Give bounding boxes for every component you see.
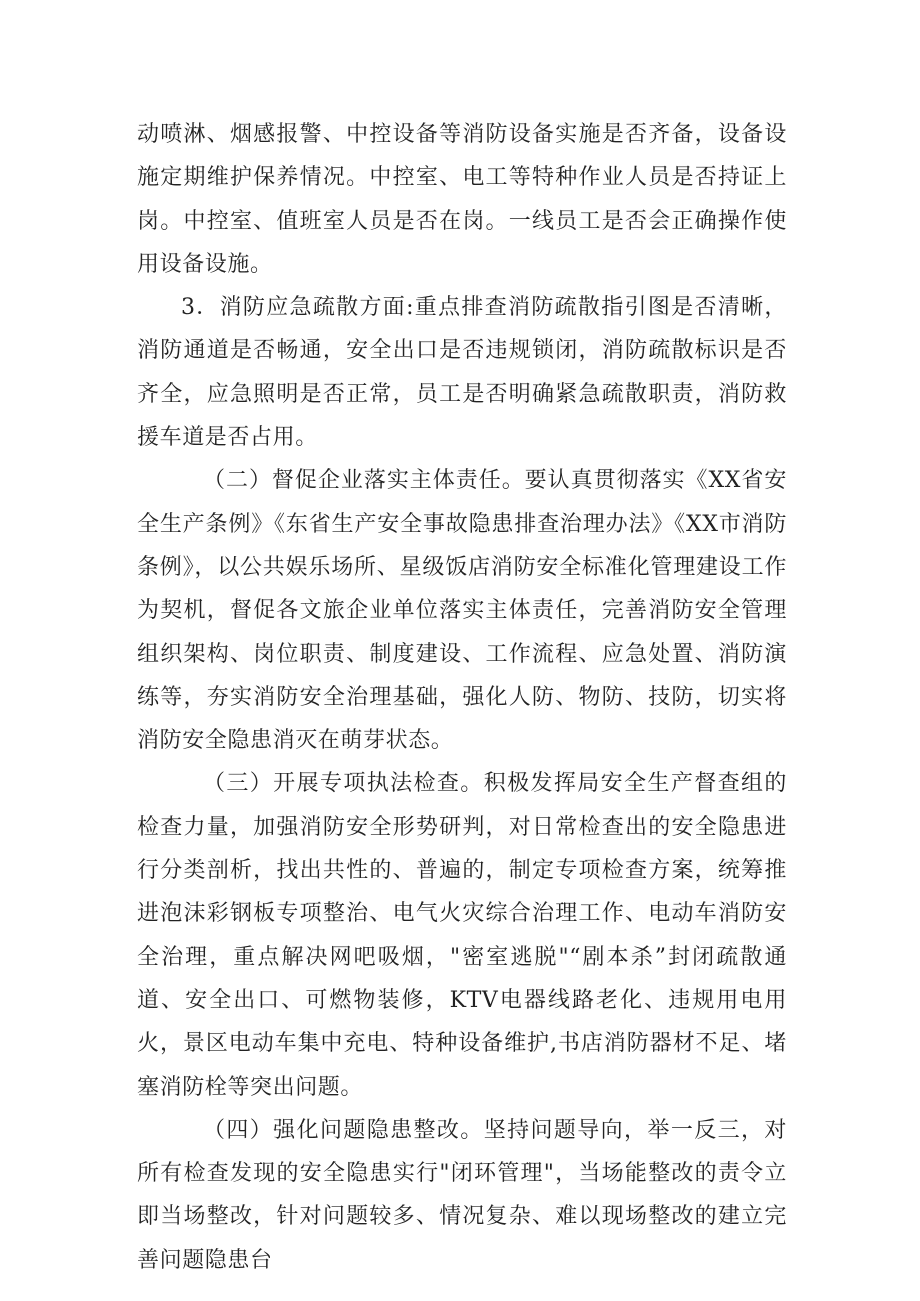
paragraph-continuation: 动喷淋、烟感报警、中控设备等消防设备实施是否齐备，设备设施定期维护保养情况。中控室、电工等特种作业人员是否持证上岗。中控室、值班室人员是否在岗。一线员工是否会正确操作使用设备设施。 <box>137 122 787 277</box>
paragraph-section-3: （三）开展专项执法检查。积极发挥局安全生产督查组的检查力量，加强消防安全形势研判，对日常检查出的安全隐患进行分类剖析，找出共性的、普遍的，制定专项检查方案，统筹推进泡沫彩钢板专项整治、电气火灾综合治理工作、电动车消防安全治理，重点解决网吧吸烟，"密室逃脱"“剧本杀”封闭疏散通道、安全出口、可燃物装修，KTV电器线路老化、违规用电用火，景区电动车集中充电、特种设备维护,书店消防器材不足、堵塞消防栓等突出问题。 <box>137 771 787 1100</box>
paragraph-section-2: （二）督促企业落实主体责任。要认真贯彻落实《XX省安全生产条例》《东省生产安全事故隐患排查治理办法》《XX市消防条例》，以公共娱乐场所、星级饭店消防安全标准化管理建设工作为契机，督促各文旅企业单位落实主体责任，完善消防安全管理组织架构、岗位职责、制度建设、工作流程、应急处置、消防演练等，夯实消防安全治理基础，强化人防、物防、技防，切实将消防安全隐患消灭在萌芽状态。 <box>137 468 787 754</box>
document-body <box>137 113 787 1282</box>
paragraph-evacuation: 3．消防应急疏散方面:重点排查消防疏散指引图是否清晰，消防通道是否畅通，安全出口是否违规锁闭，消防疏散标识是否齐全，应急照明是否正常，员工是否明确紧急疏散职责，消防救援车道是否占用。 <box>137 295 787 451</box>
paragraph-section-4: （四）强化问题隐患整改。坚持问题导向，举一反三，对所有检查发现的安全隐患实行"闭环管理"，当场能整改的责令立即当场整改，针对问题较多、情况复杂、难以现场整改的建立完善问题隐患台 <box>137 1117 787 1273</box>
